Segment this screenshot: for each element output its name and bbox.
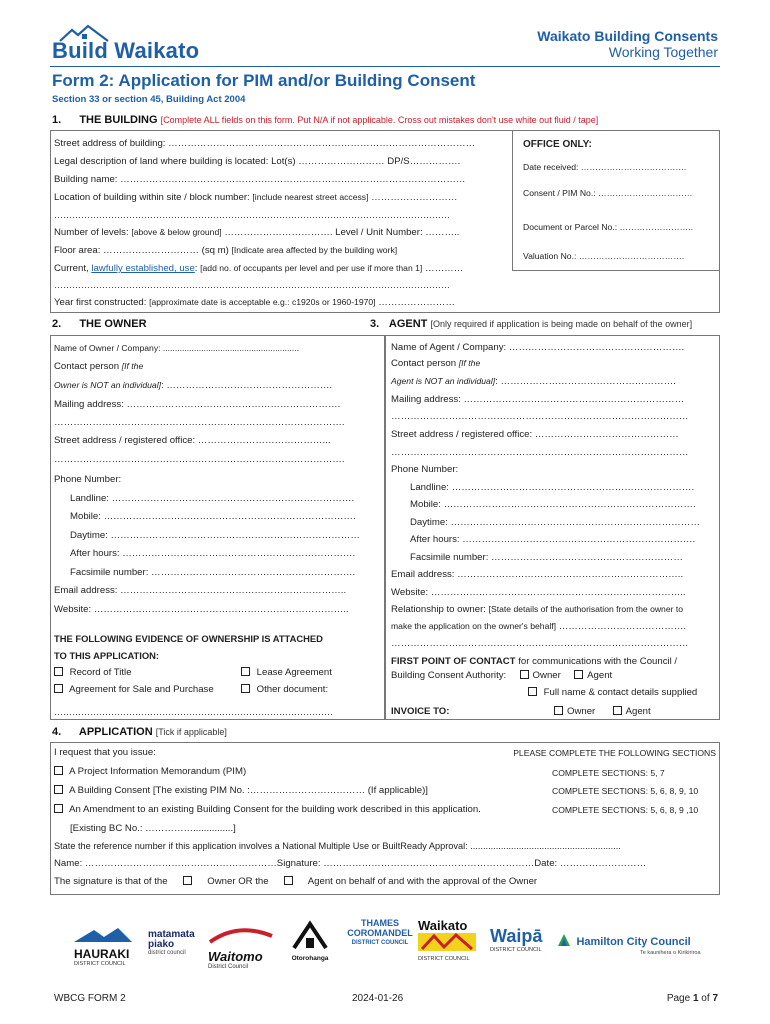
waipa-logo: [490, 926, 552, 953]
waipa-sub: DISTRICT COUNCIL: [490, 947, 542, 953]
signature-owner-checkbox[interactable]: [183, 876, 192, 885]
waikato-emblem-icon: [418, 933, 476, 951]
signature-of-label: The signature is that of the: [54, 876, 168, 887]
levels-label: Number of levels:: [54, 227, 129, 238]
fpoc-owner-checkbox[interactable]: [520, 670, 529, 679]
consent-pim-field[interactable]: Consent / PIM No.: ……………………………: [523, 188, 693, 198]
other-document-field[interactable]: …………………………………………………………………………………: [54, 707, 333, 717]
owner-street-field-2[interactable]: ……………………………………………………………………………….: [54, 454, 345, 465]
agent-fax-field[interactable]: Facsimile number: ……………………………………………………: [410, 552, 683, 563]
floor-area-note: [Indicate area affected by the building work]: [231, 245, 398, 255]
other-document-checkbox[interactable]: [241, 684, 250, 693]
agreement-sale-option[interactable]: [54, 684, 214, 695]
building-consent-option[interactable]: [54, 785, 428, 796]
invoice-agent-label: Agent: [625, 706, 651, 717]
hamilton-city-logo: [556, 932, 716, 956]
relationship-note: [State details of the authorisation from the owner to: [488, 604, 684, 614]
street-address-field[interactable]: Street address of building: ……………………………………………………………………………………: [54, 138, 476, 149]
matamata-piako-logo: [148, 930, 208, 956]
waitomo-swoosh-icon: [208, 928, 274, 944]
section-2-heading: [52, 318, 147, 330]
office-only-title: OFFICE ONLY:: [523, 139, 592, 150]
invoice-to-row: [391, 706, 449, 717]
agent-street-field[interactable]: Street address / registered office: ………………………………………: [391, 429, 679, 440]
matamata-name: matamata piako: [148, 929, 195, 950]
evidence-heading-2: TO THIS APPLICATION:: [54, 650, 160, 661]
owner-landline-field[interactable]: Landline: ………………………………………………………………….: [70, 493, 355, 504]
section-1-number: 1.: [52, 114, 62, 126]
agent-email-field[interactable]: Email address: ……………………………………………………………..: [391, 569, 684, 580]
floor-area-label: Floor area: ………………………… (sq m): [54, 245, 229, 256]
signature-owner-label: Owner OR the: [207, 876, 269, 887]
current-use-label: Current,: [54, 263, 89, 274]
signature-agent-label: Agent on behalf of and with the approval of the Owner: [307, 876, 538, 887]
waikato-name: Waikato: [418, 918, 468, 933]
section-3-number: 3.: [370, 318, 380, 330]
lease-agreement-label: Lease Agreement: [256, 667, 332, 678]
building-consent-label: A Building Consent [The existing PIM No. :……………………………… (If applicable)]: [69, 785, 428, 796]
agent-street-field-2[interactable]: …………………………………………………………………………………: [391, 447, 689, 458]
location-label: Location of building within site / block number:: [54, 192, 250, 203]
application-section-box: [50, 742, 720, 895]
agent-contact-dots: : ……………………………………………….: [495, 376, 676, 387]
amendment-option[interactable]: [54, 804, 481, 815]
year-note: [approximate date is acceptable e.g.: c1920s or 1960-1970]: [149, 297, 376, 307]
waipa-name: Waipā: [490, 926, 543, 946]
otorohanga-name: Otorohanga: [291, 955, 329, 962]
hauraki-mountain-icon: [74, 928, 132, 942]
fpoc-label: FIRST POINT OF CONTACT: [391, 656, 516, 667]
request-label: I request that you issue:: [54, 747, 156, 758]
hauraki-name: HAURAKI: [74, 947, 130, 961]
section-2-title: THE OWNER: [79, 318, 147, 330]
header-right-title: Waikato Building Consents: [537, 28, 718, 44]
agent-contact-note: [If the: [458, 358, 481, 368]
invoice-owner-label: Owner: [567, 706, 596, 717]
agreement-sale-checkbox[interactable]: [54, 684, 63, 693]
pim-option[interactable]: [54, 766, 246, 777]
fpoc-authority-label: Building Consent Authority:: [391, 670, 507, 681]
building-name-field[interactable]: Building name: ………………………………………………………………………………………………: [54, 174, 466, 185]
invoice-options: [554, 706, 651, 717]
agent-afterhours-field[interactable]: After hours: ……………………………………………………………….: [410, 534, 696, 545]
section-4-number: 4.: [52, 726, 62, 738]
signature-of-row: [54, 876, 537, 887]
relationship-dots: ………………………………….: [558, 621, 687, 632]
agent-website-field[interactable]: Website: ……………………………………………………………………..: [391, 587, 686, 598]
other-document-option[interactable]: [241, 684, 328, 695]
waikato-district-logo: [418, 918, 482, 962]
build-waikato-logo: Build Waikato: [52, 38, 200, 63]
office-only-box: [512, 130, 720, 271]
hauraki-sub: DISTRICT COUNCIL: [74, 961, 126, 967]
section-3-title: AGENT: [388, 318, 428, 330]
page-total: 7: [712, 993, 718, 1004]
section-4-heading: [52, 726, 227, 738]
location-note: [include nearest street access]: [252, 192, 369, 202]
waitomo-logo: [208, 928, 280, 970]
agent-landline-field[interactable]: Landline: ………………………………………………………………….: [410, 482, 695, 493]
fpoc-text: for communications with the Council /: [518, 656, 678, 667]
other-document-label: Other document:: [256, 684, 329, 695]
agent-name-field[interactable]: Name of Agent / Company: ……………………………………………….: [391, 342, 685, 353]
relationship-field[interactable]: [391, 604, 683, 615]
invoice-owner-checkbox[interactable]: [554, 706, 563, 715]
amendment-checkbox[interactable]: [54, 804, 63, 813]
owner-mobile-field[interactable]: Mobile: …………………………………………………………………….: [70, 511, 356, 522]
owner-contact-field-2[interactable]: [54, 380, 332, 391]
date-received-field[interactable]: Date received: ……………………………….: [523, 162, 687, 172]
location-dots: ………………………: [371, 192, 458, 203]
signature-agent-checkbox[interactable]: [284, 876, 293, 885]
full-name-label: Full name & contact details supplied: [543, 687, 698, 698]
lawfully-established-link[interactable]: lawfully established, use: [91, 263, 195, 274]
year-label: Year first constructed:: [54, 297, 147, 308]
form-title: Form 2: Application for PIM and/or Building Consent: [52, 71, 476, 90]
agreement-sale-label: Agreement for Sale and Purchase: [69, 684, 214, 695]
invoice-agent-checkbox[interactable]: [613, 706, 622, 715]
please-complete-label: PLEASE COMPLETE THE FOLLOWING SECTIONS: [513, 748, 716, 758]
owner-contact-field[interactable]: [54, 361, 143, 372]
owner-section-box: [50, 335, 385, 720]
agent-mailing-field[interactable]: Mailing address: ……………………………………………………………: [391, 394, 685, 405]
floor-area-field[interactable]: [54, 245, 397, 256]
full-name-option[interactable]: [528, 687, 697, 698]
header-right-subtitle: Working Together: [608, 44, 718, 60]
lease-agreement-checkbox[interactable]: [241, 667, 250, 676]
owner-mailing-field[interactable]: Mailing address: ………………………………………………………….: [54, 399, 341, 410]
year-dots: ……………………: [378, 297, 455, 308]
waitomo-name: Waitomo: [208, 949, 263, 964]
hauraki-logo: [74, 928, 142, 967]
waitomo-sub: District Council: [208, 964, 249, 970]
fpoc-options: [391, 670, 612, 681]
current-use-continued-field[interactable]: ……………………………………………………………………………………………………………………: [54, 280, 450, 290]
existing-bc-field[interactable]: [Existing BC No.: ……………...............]: [70, 823, 236, 834]
fpoc-agent-label: Agent: [587, 670, 613, 681]
footer-date: 2024-01-26: [352, 993, 404, 1004]
record-of-title-option[interactable]: [54, 667, 132, 678]
pim-sections: COMPLETE SECTIONS: 5, 7: [552, 768, 665, 778]
pim-label: A Project Information Memorandum (PIM): [69, 766, 247, 777]
waikato-sub: DISTRICT COUNCIL: [418, 956, 470, 962]
national-multiple-use-field[interactable]: State the reference number if this application involves a National Multiple Use or BuiltReady Approval: ...........................................................: [54, 841, 621, 851]
matamata-sub: district council: [148, 950, 186, 956]
thames-coromandel-logo: [346, 918, 414, 946]
agent-mobile-field[interactable]: Mobile: …………………………………………………………………….: [410, 499, 696, 510]
record-of-title-checkbox[interactable]: [54, 667, 63, 676]
agent-phone-label: Phone Number:: [391, 464, 459, 475]
agent-contact-note-2: Agent is NOT an individual]: [391, 376, 496, 386]
year-constructed-field[interactable]: [54, 297, 455, 308]
section-3-heading: [370, 318, 692, 330]
amendment-label: An Amendment to an existing Building Consent for the building work described in this application.: [69, 804, 481, 815]
owner-contact-dots: : …………………………………………….: [161, 380, 333, 391]
current-use-colon: :: [194, 263, 198, 274]
location-field[interactable]: [54, 192, 457, 203]
page-current: 1: [692, 993, 699, 1004]
owner-phone-label: Phone Number:: [54, 474, 122, 485]
header-divider: [50, 66, 720, 67]
document-parcel-field[interactable]: Document or Parcel No.: ……………………..: [523, 222, 694, 232]
hamilton-emblem-icon: [556, 932, 572, 948]
agent-daytime-field[interactable]: Daytime: ……………………………………………………………………: [410, 517, 700, 528]
owner-contact-note-2: Owner is NOT an individual]: [54, 380, 161, 390]
relationship-field-2[interactable]: [391, 621, 686, 632]
hamilton-sub: Te kaunihera o Kirikiriroa: [640, 950, 701, 956]
otorohanga-logo: [284, 920, 336, 962]
section-1-heading: [52, 114, 598, 126]
relationship-label: Relationship to owner:: [391, 604, 486, 615]
current-use-dots: …………: [424, 263, 464, 274]
record-of-title-label: Record of Title: [69, 667, 132, 678]
valuation-field[interactable]: Valuation No.: ……………………………….: [523, 251, 685, 261]
owner-street-field[interactable]: Street address / registered office: …………………………………...: [54, 435, 331, 446]
owner-name-field[interactable]: Name of Owner / Company: .........................................................: [54, 343, 299, 353]
signature-row[interactable]: Name: ……………………………………………………Signature: …………………………………………………………Date: ………………………: [54, 858, 647, 869]
levels-field[interactable]: [54, 227, 459, 238]
lease-agreement-option[interactable]: [241, 667, 332, 678]
levels-rest: ……………………………. Level / Unit Number: ………..: [224, 227, 460, 238]
section-1-title: THE BUILDING: [79, 114, 158, 126]
full-name-checkbox[interactable]: [528, 687, 537, 696]
owner-email-field[interactable]: Email address: ……………………………………………………………..: [54, 585, 347, 596]
owner-daytime-field[interactable]: Daytime: ……………………………………………………………………: [70, 530, 360, 541]
pim-checkbox[interactable]: [54, 766, 63, 775]
owner-website-field[interactable]: Website: ……………………………………………………………………..: [54, 604, 349, 615]
owner-afterhours-field[interactable]: After hours: ……………………………………………………………….: [70, 548, 356, 559]
first-point-of-contact-heading: [391, 656, 677, 667]
owner-contact-note: [If the: [121, 361, 144, 371]
footer-form-id: WBCG FORM 2: [54, 993, 126, 1004]
invoice-to-label: INVOICE TO:: [391, 706, 450, 717]
legal-description-field[interactable]: Legal description of land where building is located: Lot(s) ……………………… DP/S…………….: [54, 156, 461, 167]
section-2-number: 2.: [52, 318, 62, 330]
hamilton-name: Hamilton City Council: [576, 936, 691, 948]
building-consent-sections: COMPLETE SECTIONS: 5, 6, 8, 9, 10: [552, 786, 699, 796]
thames-sub: DISTRICT COUNCIL: [351, 940, 409, 946]
form-subtitle: Section 33 or section 45, Building Act 2004: [52, 94, 246, 105]
current-use-note: [add no. of occupants per level and per use if more than 1]: [200, 263, 423, 273]
evidence-heading-1: THE FOLLOWING EVIDENCE OF OWNERSHIP IS ATTACHED: [54, 633, 323, 644]
section-4-title: APPLICATION: [78, 726, 153, 738]
agent-contact-field-2[interactable]: [391, 376, 676, 387]
amendment-sections: COMPLETE SECTIONS: 5, 6, 8, 9 ,10: [552, 805, 699, 815]
footer-page-number: [667, 993, 718, 1004]
owner-fax-field[interactable]: Facsimile number: ……………………………………………………….: [70, 567, 356, 578]
levels-note: [above & below ground]: [131, 227, 222, 237]
owner-mailing-field-2[interactable]: ……………………………………………………………………………….: [54, 417, 345, 428]
agent-contact-label: Contact person: [391, 358, 457, 369]
owner-contact-label: Contact person: [54, 361, 120, 372]
fpoc-owner-label: Owner: [532, 670, 561, 681]
building-consent-checkbox[interactable]: [54, 785, 63, 794]
section-3-note: [Only required if application is being made on behalf of the owner]: [430, 319, 693, 329]
current-use-field[interactable]: [54, 263, 463, 274]
thames-name: THAMES COROMANDEL: [347, 918, 413, 938]
relationship-field-3[interactable]: …………………………………………………………………………………: [391, 638, 689, 649]
relationship-note-2: make the application on the owner's behalf]: [391, 621, 557, 631]
section-1-note: [Complete ALL fields on this form. Put N/A if not applicable. Cross out mistakes don't use white out fluid / tape]: [160, 115, 599, 125]
section-4-note: [Tick if applicable]: [155, 727, 227, 737]
agent-contact-field[interactable]: [391, 358, 480, 369]
page-of: of: [698, 993, 713, 1004]
otorohanga-house-icon: [292, 920, 328, 950]
fpoc-agent-checkbox[interactable]: [574, 670, 583, 679]
location-continued-field[interactable]: ……………………………………………………………………………………………………………………: [54, 210, 450, 220]
agent-mailing-field-2[interactable]: …………………………………………………………………………………: [391, 411, 689, 422]
page-label: Page: [666, 993, 693, 1004]
